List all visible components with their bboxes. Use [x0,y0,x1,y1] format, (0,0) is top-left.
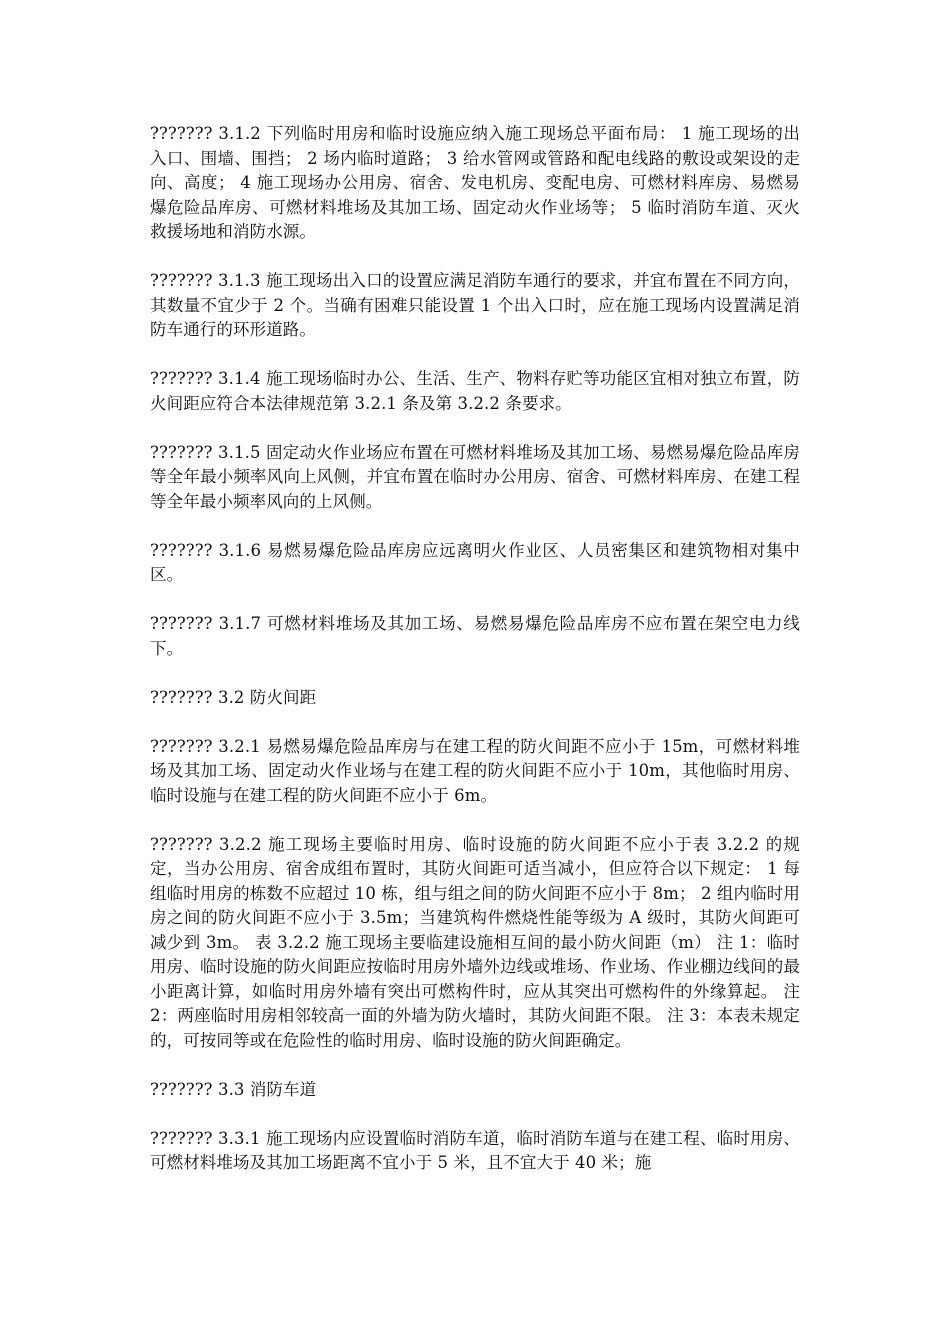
paragraph-3-2-1: ??????? 3.2.1 易燃易爆危险品库房与在建工程的防火间距不应小于 15m，可燃材料堆场及其加工场、固定动火作业场与在建工程的防火间距不应小于 10m，其他临时用房、临时设施与在建工程的防火间距不应小于 6m。 [150,736,800,805]
paragraph-3-3-1: ??????? 3.3.1 施工现场内应设置临时消防车道，临时消防车道与在建工程、临时用房、可燃材料堆场及其加工场距离不宜小于 5 米，且不宜大于 40 米；施 [150,1128,800,1172]
paragraph-3-1-4: ??????? 3.1.4 施工现场临时办公、生活、生产、物料存贮等功能区宜相对独立布置，防火间距应符合本法律规范第 3.2.1 条及第 3.2.2 条要求。 [150,369,800,413]
paragraph-3-2-2: ??????? 3.2.2 施工现场主要临时用房、临时设施的防火间距不应小于表 3.2.2 的规定，当办公用房、宿舍成组布置时，其防火间距可适当减小，但应符合以下规定： 1 每组临时用房的栋数不应超过 10 栋，组与组之间的防火间距不应小于 8m； 2 组内临时用房之间的防火间距不应小于 3.5m；当建筑构件燃烧性能等级为 A 级时，其防火间距可减少到 3m。 表 3.2.2 施工现场主要临建设施相互间的最小防火间距（m） 注 1：临时用房、临时设施的防火间距应按临时用房外墙外边线或堆场、作业场、作业棚边线间的最小距离计算，如临时用房外墙有突出可燃构件时，应从其突出可燃构件的外缘算起。 注 2：两座临时用房相邻较高一面的外墙为防火墙时，其防火间距不限。 注 3：本表未规定的，可按同等或在危险性的临时用房、临时设施的防火间距确定。 [150,834,800,1050]
section-heading-3-2: ??????? 3.2 防火间距 [150,687,317,707]
document-page [150,122,800,1200]
section-heading-3-3: ??????? 3.3 消防车道 [150,1079,317,1099]
paragraph-3-1-7: ??????? 3.1.7 可燃材料堆场及其加工场、易燃易爆危险品库房不应布置在架空电力线下。 [150,614,800,658]
paragraph-3-1-2: ??????? 3.1.2 下列临时用房和临时设施应纳入施工现场总平面布局： 1 施工现场的出入口、围墙、围挡； 2 场内临时道路； 3 给水管网或管路和配电线路的敷设或架设的走向、高度； 4 施工现场办公用房、宿舍、发电机房、变配电房、可燃材料库房、易燃易爆危险品库房、可燃材料堆场及其加工场、固定动火作业场等； 5 临时消防车道、灭火救援场地和消防水源。 [150,124,800,241]
paragraph-3-1-5: ??????? 3.1.5 固定动火作业场应布置在可燃材料堆场及其加工场、易燃易爆危险品库房等全年最小频率风向上风侧，并宜布置在临时办公用房、宿舍、可燃材料库房、在建工程等全年最小频率风向的上风侧。 [150,442,800,511]
paragraph-3-1-3: ??????? 3.1.3 施工现场出入口的设置应满足消防车通行的要求，并宜布置在不同方向，其数量不宜少于 2 个。当确有困难只能设置 1 个出入口时，应在施工现场内设置满足消防车通行的环形道路。 [150,271,800,339]
paragraph-3-1-6: ??????? 3.1.6 易燃易爆危险品库房应远离明火作业区、人员密集区和建筑物相对集中区。 [150,540,800,584]
